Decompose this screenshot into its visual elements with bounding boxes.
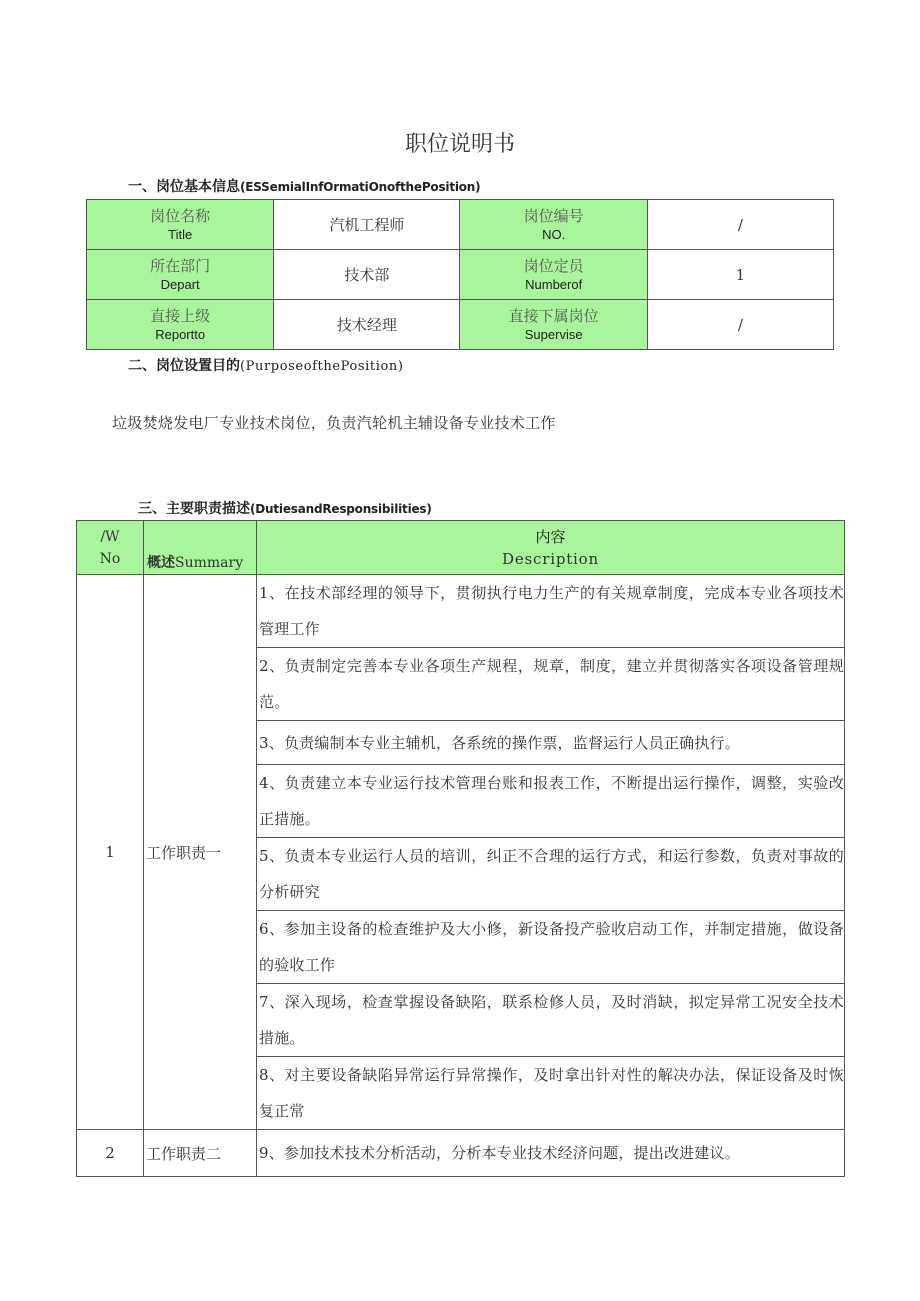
duty-item: 4、负责建立本专业运行技术管理台账和报表工作，不断提出运行操作，调整，实验改正措施。: [257, 765, 845, 838]
duty-item: 1、在技术部经理的领导下，贯彻执行电力生产的有关规章制度，完成本专业各项技术管理工作: [257, 575, 845, 648]
duty-item: 6、参加主设备的检查维护及大小修，新设备投产验收启动工作，并制定措施，做设备的验收工作: [257, 911, 845, 984]
label-en: Depart: [160, 276, 200, 292]
header-desc-cn: 内容: [535, 527, 566, 546]
label-cn: 岗位定员: [523, 256, 584, 275]
basic-info-row: [87, 200, 834, 250]
value-cell: 汽机工程师: [274, 200, 460, 250]
duty-summary: 工作职责二: [144, 1130, 257, 1177]
header-summary-en: Summary: [175, 555, 244, 571]
basic-info-table: [86, 199, 834, 350]
duty-item: 8、对主要设备缺陷异常运行异常操作，及时拿出针对性的解决办法，保证设备及时恢复正常: [257, 1057, 845, 1130]
header-desc-en: Description: [502, 549, 599, 568]
section-2-heading: [128, 355, 404, 375]
header-description-cell: [257, 521, 845, 575]
value-cell: 1: [647, 250, 833, 300]
duty-item: 7、深入现场，检查掌握设备缺陷，联系检修人员，及时消缺，拟定异常工况安全技术措施。: [257, 984, 845, 1057]
label-cn: 所在部门: [150, 256, 211, 275]
value-cell: /: [647, 300, 833, 350]
section-2-prefix: 二、岗位设置目的: [128, 358, 240, 374]
duties-header-row: [77, 521, 845, 575]
section-3-prefix: 三、主要职责描述: [138, 501, 250, 517]
label-en: Title: [168, 226, 193, 242]
duties-table: [76, 520, 845, 1177]
label-en: Numberof: [525, 276, 583, 292]
section-1-en: (ESSemialInfOrmatiOnofthePosition): [240, 180, 481, 194]
label-cell: [460, 300, 647, 350]
duty-number: 2: [77, 1130, 144, 1177]
basic-info-row: [87, 300, 834, 350]
value-cell: /: [647, 200, 833, 250]
basic-info-row: [87, 250, 834, 300]
label-cn: 直接下属岗位: [508, 306, 599, 325]
duty-row: [77, 575, 845, 648]
duty-summary: 工作职责一: [144, 575, 257, 1130]
header-no-line1: /W: [100, 528, 120, 545]
label-en: Supervise: [524, 326, 583, 342]
duty-item: 2、负责制定完善本专业各项生产规程，规章，制度，建立并贯彻落实各项设备管理规范。: [257, 648, 845, 721]
purpose-text: 垃圾焚烧发电厂专业技术岗位，负责汽轮机主辅设备专业技术工作: [112, 414, 556, 432]
header-no-cell: [77, 521, 144, 575]
duty-row: [77, 1130, 845, 1177]
section-2-en: (PurposeofthePosition): [240, 359, 404, 374]
label-cell: [87, 250, 274, 300]
label-en: Reportto: [155, 326, 206, 342]
label-cn: 直接上级: [150, 306, 211, 325]
section-3-heading: [138, 498, 432, 518]
section-1-prefix: 一、岗位基本信息: [128, 179, 240, 195]
duty-number: 1: [77, 575, 144, 1130]
header-summary-cell: [144, 521, 257, 575]
value-cell: 技术经理: [274, 300, 460, 350]
header-summary-cn: 概述: [147, 555, 175, 571]
label-cell: [460, 200, 647, 250]
page-title: 职位说明书: [404, 132, 515, 157]
label-en: NO.: [542, 226, 566, 242]
label-cell: [87, 200, 274, 250]
section-1-heading: [128, 176, 480, 196]
label-cn: 岗位编号: [523, 206, 584, 225]
duty-item: 3、负责编制本专业主辅机，各系统的操作票，监督运行人员正确执行。: [257, 721, 845, 765]
label-cell: [460, 250, 647, 300]
section-3-en: (DutiesandResponsibilities): [250, 502, 432, 516]
duty-item: 9、参加技术技术分析活动，分析本专业技术经济问题，提出改进建议。: [257, 1130, 845, 1177]
label-cell: [87, 300, 274, 350]
duty-item: 5、负责本专业运行人员的培训，纠正不合理的运行方式，和运行参数，负责对事故的分析研究: [257, 838, 845, 911]
header-no-line2: No: [99, 550, 121, 567]
label-cn: 岗位名称: [150, 206, 211, 225]
value-cell: 技术部: [274, 250, 460, 300]
